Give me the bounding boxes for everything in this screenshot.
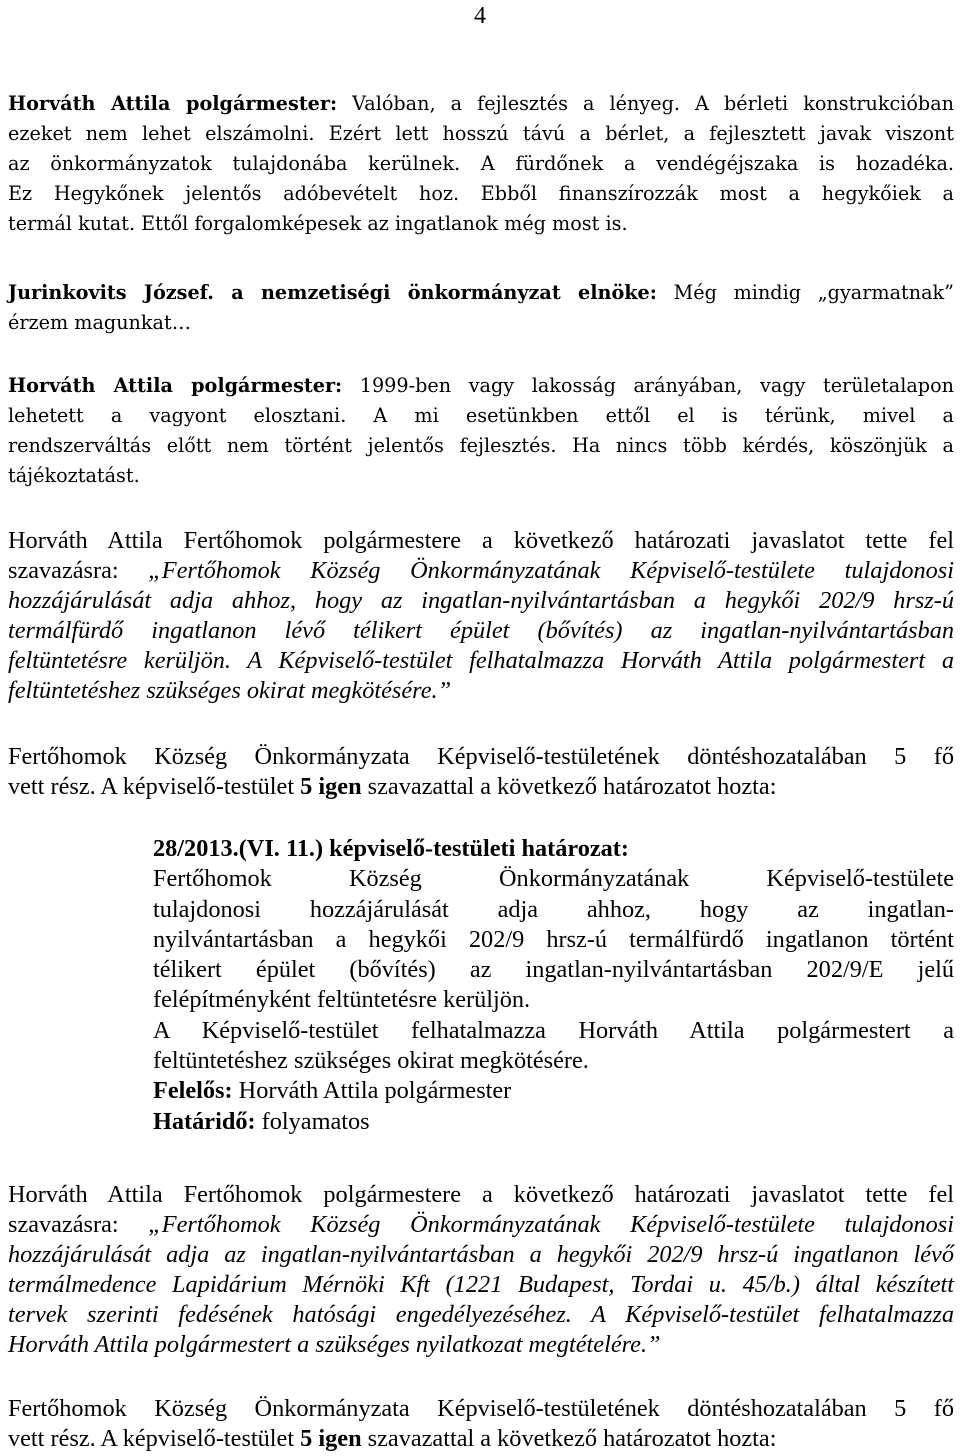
proposal-quote-line: termálmedence Lapidárium Mérnöki Kft (1221 Budapest, Tordai u. 45/b.) által készített: [8, 1271, 954, 1298]
dialogue-line: érzem magunkat…: [8, 311, 191, 334]
dialogue-paragraph-3: [8, 371, 954, 491]
proposal-quote-line: termálfürdő ingatlanon lévő télikert épület (bővítés) az ingatlan-nyilvántartásban: [8, 617, 954, 644]
vote-line: Fertőhomok Község Önkormányzata Képviselő-testületének döntéshozatalában 5 fő: [8, 1395, 954, 1422]
dialogue-line: rendszerváltás előtt nem történt jelentős fejlesztés. Ha nincs több kérdés, köszönjük a: [8, 434, 954, 457]
proposal-quote-line: feltüntetésre kerüljön. A Képviselő-testület felhatalmazza Horváth Attila polgármestert a: [8, 647, 954, 674]
dialogue-text: 1999-ben vagy lakosság arányában, vagy területalapon: [342, 374, 954, 397]
vote-text: vett rész. A képviselő-testület: [8, 773, 301, 800]
proposal-quote-line: tervek szerinti fedésének hatósági engedélyezéséhez. A Képviselő-testület felhatalmazza: [8, 1301, 954, 1328]
dialogue-line: Ez Hegykőnek jelentős adóbevételt hoz. Ebből finanszírozzák most a hegykőiek a: [8, 182, 954, 205]
speaker-name: Horváth Attila polgármester:: [8, 92, 338, 115]
dialogue-text: Még mindig „gyarmatnak”: [656, 281, 954, 304]
vote-text: vett rész. A képviselő-testület: [8, 1425, 301, 1452]
responsible-label: Felelős:: [153, 1077, 233, 1105]
responsible-value: Horváth Attila polgármester: [232, 1077, 512, 1105]
dialogue-paragraph-2: [8, 278, 954, 338]
proposal-intro: Horváth Attila Fertőhomok polgármestere a következő határozati javaslatot tette fel: [8, 527, 954, 554]
resolution-line: tulajdonosi hozzájárulását adja ahhoz, hogy az ingatlan-: [153, 895, 954, 923]
proposal-intro: Horváth Attila Fertőhomok polgármestere a következő határozati javaslatot tette fel: [8, 1181, 954, 1208]
proposal-quote-line: „Fertőhomok Község Önkormányzatának Képviselő-testülete tulajdonosi: [148, 557, 954, 584]
page-number: 4: [474, 3, 486, 29]
proposal-lead: szavazásra:: [8, 557, 149, 584]
speaker-name: Horváth Attila polgármester:: [8, 374, 343, 397]
proposal-paragraph-1: [8, 526, 954, 706]
resolution-line: Fertőhomok Község Önkormányzatának Képviselő-testülete: [153, 865, 954, 893]
resolution-line: feltüntetéshez szükséges okirat megkötésére.: [153, 1047, 589, 1075]
proposal-lead: szavazásra:: [8, 1211, 149, 1238]
dialogue-line: tájékoztatást.: [8, 464, 140, 487]
resolution-block: [153, 834, 954, 1137]
dialogue-line: az önkormányzatok tulajdonába kerülnek. A fürdőnek a vendégéjszaka is hozadéka.: [8, 152, 954, 175]
vote-text: szavazattal a következő határozatot hozta:: [361, 773, 777, 800]
dialogue-line: ezeket nem lehet elszámolni. Ezért lett hosszú távú a bérlet, a fejlesztett javak viszont: [8, 122, 954, 145]
dialogue-line: lehetett a vagyont elosztani. A mi esetünkben ettől el is térünk, mivel a: [8, 404, 954, 427]
resolution-line: felépítményként feltüntetésre kerüljön.: [153, 986, 531, 1014]
speaker-name: Jurinkovits József. a nemzetiségi önkormányzat elnöke:: [8, 281, 657, 304]
deadline-value: folyamatos: [255, 1107, 370, 1135]
proposal-quote-line: hozzájárulását adja az ingatlan-nyilvántartásban a hegykői 202/9 hrsz-ú ingatlanon lévő: [8, 1241, 954, 1268]
vote-paragraph-1: [8, 742, 954, 802]
dialogue-line: termál kutat. Ettől forgalomképesek az ingatlanok még most is.: [8, 212, 628, 235]
resolution-line: nyilvántartásban a hegykői 202/9 hrsz-ú termálfürdő ingatlanon történt: [153, 925, 954, 953]
vote-text: szavazattal a következő határozatot hozta:: [361, 1425, 777, 1452]
resolution-line: A Képviselő-testület felhatalmazza Horváth Attila polgármestert a: [153, 1016, 954, 1044]
deadline-label: Határidő:: [153, 1107, 256, 1135]
dialogue-paragraph-1: [8, 89, 954, 239]
proposal-quote-line: hozzájárulását adja ahhoz, hogy az ingatlan-nyilvántartásban a hegykői 202/9 hrsz-ú: [8, 587, 954, 614]
vote-count: 5 igen: [300, 1425, 362, 1452]
proposal-quote-line: feltüntetéshez szükséges okirat megkötésére.”: [8, 677, 452, 704]
proposal-quote-line: „Fertőhomok Község Önkormányzatának Képviselő-testülete tulajdonosi: [148, 1211, 954, 1238]
resolution-line: télikert épület (bővítés) az ingatlan-nyilvántartásban 202/9/E jelű: [153, 956, 954, 984]
vote-line: Fertőhomok Község Önkormányzata Képviselő-testületének döntéshozatalában 5 fő: [8, 743, 954, 770]
vote-count: 5 igen: [300, 773, 362, 800]
proposal-quote-line: Horváth Attila polgármestert a szükséges nyilatkozat megtételére.”: [8, 1331, 661, 1358]
resolution-title: 28/2013.(VI. 11.) képviselő-testületi határozat:: [153, 835, 629, 862]
proposal-paragraph-2: [8, 1180, 954, 1360]
vote-paragraph-2: [8, 1394, 954, 1454]
dialogue-text: Valóban, a fejlesztés a lényeg. A bérleti konstrukcióban: [337, 92, 954, 115]
